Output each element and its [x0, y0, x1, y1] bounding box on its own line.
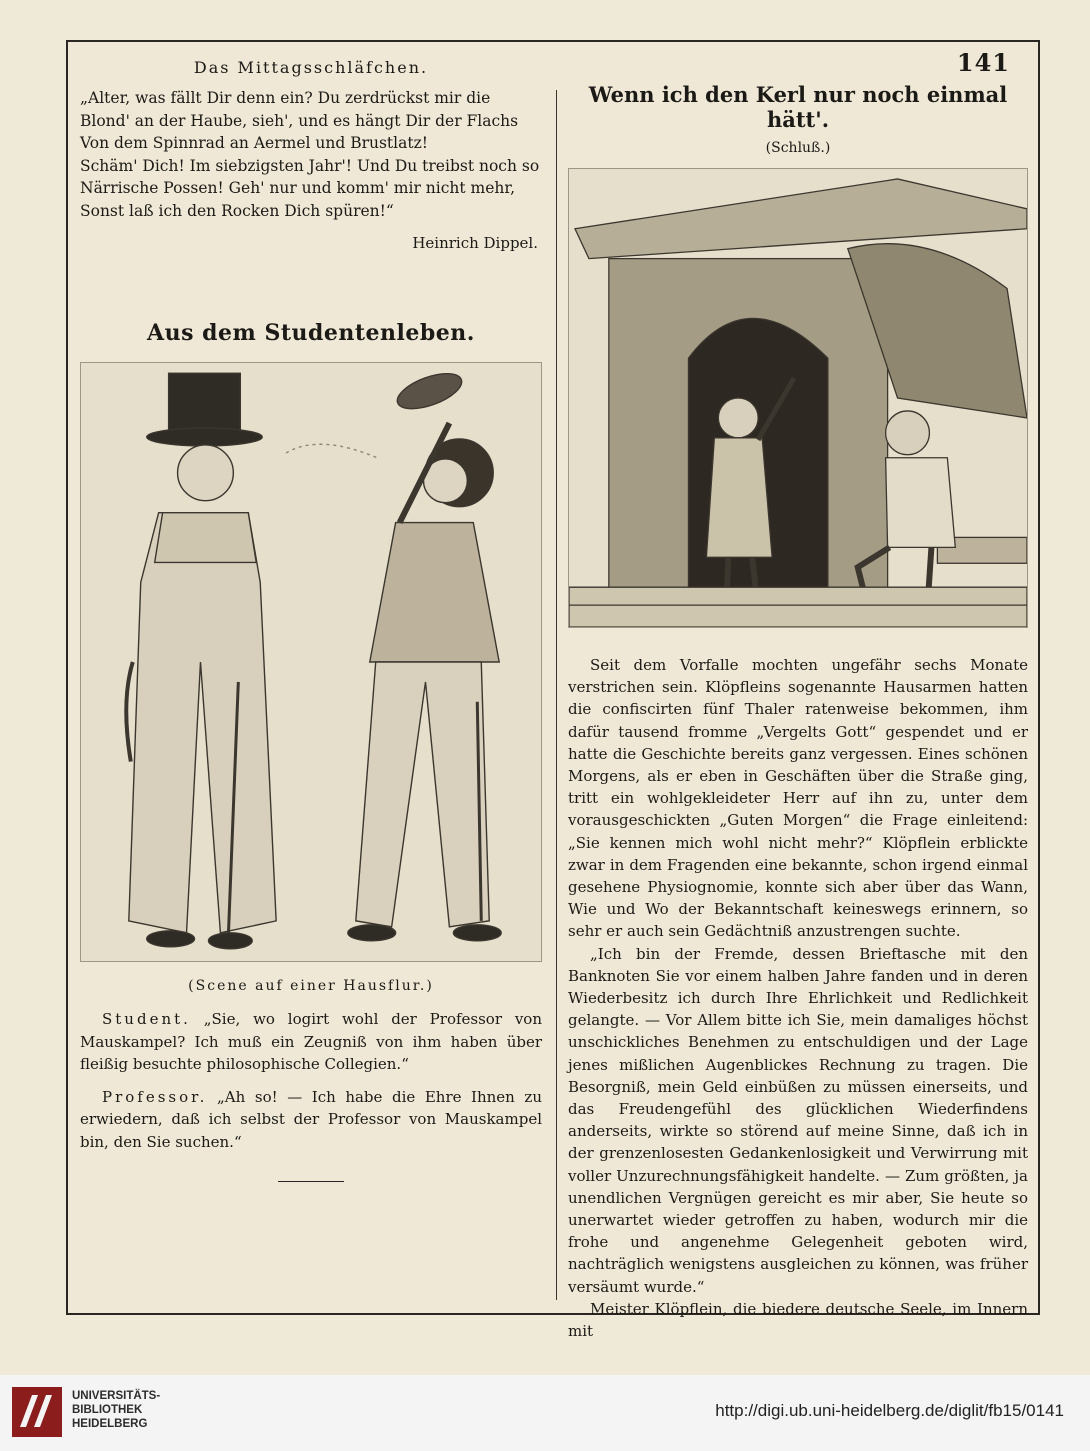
dialogue-professor [80, 1086, 542, 1154]
page-number: 141 [956, 48, 1010, 77]
story-subtitle: (Schluß.) [765, 140, 831, 156]
journal-page [66, 40, 1040, 1341]
student-line: „Sie, wo logirt wohl der Professor von Mauskampel? Ich muß ein Zeugniß von ihm haben über fleißig besuchte philosophische Collegien.“ [80, 1010, 542, 1073]
section-end-rule [278, 1181, 344, 1182]
poem-author: Heinrich Dippel. [412, 234, 538, 252]
column-divider [556, 90, 557, 1300]
poem-line: Sonst laß ich den Rocken Dich spüren!“ [80, 201, 394, 220]
illustration-professor-and-student [80, 362, 542, 962]
dialogue-student [80, 1008, 542, 1076]
poem-title: Das Mittagsschläfchen. [193, 58, 429, 77]
footer-bar [0, 1375, 1090, 1451]
illustration-doorway-scene [568, 168, 1028, 628]
university-library-logo-icon [12, 1387, 62, 1437]
institution-line: BIBLIOTHEK [72, 1404, 143, 1416]
poem-line: „Alter, was fällt Dir denn ein? Du zerdrückst mir die [80, 89, 491, 107]
story-title: Wenn ich den Kerl nur noch einmal hätt'. [588, 82, 1008, 132]
left-column [80, 52, 542, 1182]
story-paragraph: Meister Klöpflein, die biedere deutsche Seele, im Innern mit [568, 1299, 1028, 1341]
institution-line: HEIDELBERG [72, 1418, 148, 1430]
story-paragraph: Seit dem Vorfalle mochten ungefähr sechs Monate verstrichen sein. Klöpfleins sogenannte Hausarmen hatten die confiscirten fünf Thaler ratenweise bekommen, ihm dafür tausend fromme „Vergelts Gott“ gespendet und er hatte die Geschichte bereits ganz vergessen. Eines schönen Morgens, als er eben in Geschäften über die Straße ging, tritt ein wohlgekleideter Herr auf ihn zu, unter dem vorausgeschickten „Guten Morgen“ die Frage einleitend: „Sie kennen mich wohl nicht mehr?“ Klöpflein erblickte zwar in dem Fragenden eine bekannte, schon irgend einmal gesehene Physiognomie, konnte sich aber über das Wann, Wie und Wo der Bekanntschaft keineswegs erinnern, so sehr er auch sein Gedächtniß anzustrengen suchte. [568, 656, 1028, 941]
section-title: Aus dem Studentenleben. [147, 320, 475, 346]
speaker-professor: Professor. [102, 1087, 208, 1106]
institution-name [72, 1389, 160, 1431]
poem-line: Närrische Possen! Geh' nur und komm' mir nicht mehr, [80, 179, 516, 197]
illustration-caption: (Scene auf einer Hausflur.) [188, 978, 434, 994]
poem-line: Von dem Spinnrad an Aermel und Brustlatz! [80, 134, 428, 152]
story-paragraph: „Ich bin der Fremde, dessen Brieftasche mit den Banknoten Sie vor einem halben Jahre fanden und in deren Wiederbesitz ich durch Ihre Ehrlichkeit und Redlichkeit gelangte. — Vor Allem bitte ich Sie, mein damaliges höchst unschickliches Benehmen zu entschuldigen und der Lage jenes mißlichen Augenblickes Rechnung zu tragen. Die Besorgniß, mein Geld einbüßen zu müssen einerseits, und das Freudengefühl des glücklichen Wiederfindens anderseits, wirkte so störend auf meine Sinne, daß ich in der grenzenlosesten Gedankenlosigkeit und Verwirrung mit voller Unzurechnungsfähigkeit handelte. — Zum größten, ja unendlichen Vergnügen gereicht es mir aber, Sie heute so unerwartet wieder getroffen zu haben, wodurch mir die frohe und angenehme Gelegenheit geboten wird, nachträglich wenigstens ausgleichen zu können, was früher versäumt wurde.“ [568, 944, 1028, 1296]
institution-line: UNIVERSITÄTS- [72, 1390, 161, 1402]
speaker-student: Student. [102, 1010, 191, 1028]
poem-body [80, 87, 542, 222]
professor-line: „Ah so! — Ich habe die Ehre Ihnen zu erwiedern, daß ich selbst der Professor von Mauskampel bin, den Sie suchen.“ [80, 1087, 542, 1151]
permalink-url[interactable]: http://digi.ub.uni-heidelberg.de/diglit/fb15/0141 [715, 1401, 1064, 1420]
poem-line: Schäm' Dich! Im siebzigsten Jahr'! Und Du treibst noch so [80, 156, 540, 175]
poem-line: Blond' an der Haube, sieh', und es hängt Dir der Flachs [80, 111, 519, 130]
right-column [568, 82, 1028, 1342]
